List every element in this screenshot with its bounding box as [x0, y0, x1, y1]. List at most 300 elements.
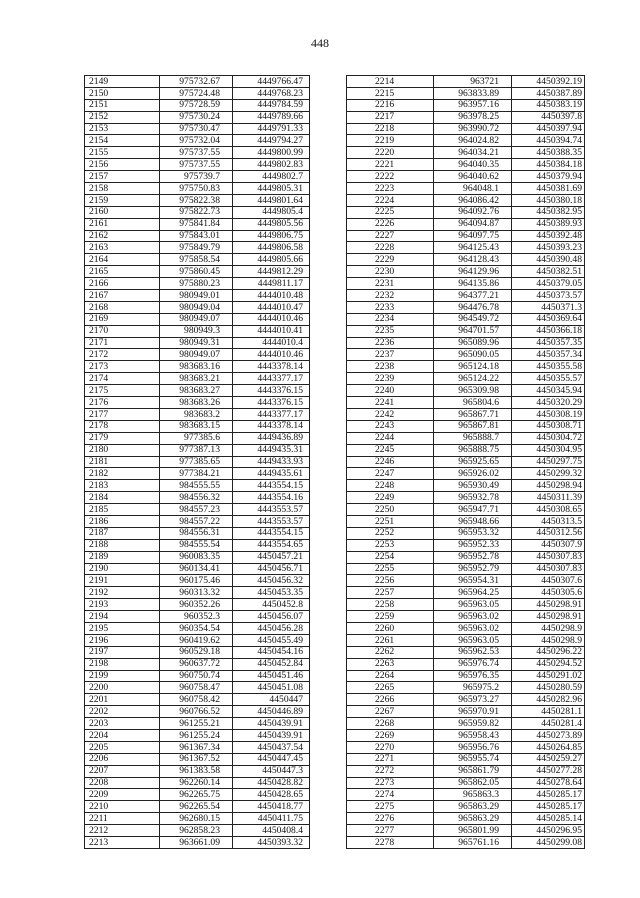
y-coordinate-cell: 4450456.71 — [233, 563, 310, 575]
table-row — [347, 230, 585, 242]
table-row — [85, 301, 310, 313]
point-number-cell: 2194 — [85, 611, 160, 623]
x-coordinate-cell: 965930.49 — [434, 480, 512, 492]
y-coordinate-cell: 4450451.08 — [233, 682, 310, 694]
x-coordinate-cell: 965090.05 — [434, 349, 512, 361]
point-number-cell: 2272 — [347, 765, 434, 777]
point-number-cell: 2215 — [347, 87, 434, 99]
y-coordinate-cell: 4450298.91 — [512, 611, 585, 623]
table-row — [347, 266, 585, 278]
y-coordinate-cell: 4450418.77 — [233, 801, 310, 813]
table-row — [347, 563, 585, 575]
table-row — [85, 159, 310, 171]
x-coordinate-cell: 960758.47 — [160, 682, 233, 694]
y-coordinate-cell: 4443378.14 — [233, 420, 310, 432]
x-coordinate-cell: 960354.54 — [160, 622, 233, 634]
y-coordinate-cell: 4449805.4 — [233, 206, 310, 218]
y-coordinate-cell: 4449435.31 — [233, 444, 310, 456]
y-coordinate-cell: 4450366.18 — [512, 325, 585, 337]
table-row — [85, 492, 310, 504]
y-coordinate-cell: 4450397.94 — [512, 123, 585, 135]
y-coordinate-cell: 4450380.18 — [512, 194, 585, 206]
table-row — [85, 123, 310, 135]
x-coordinate-cell: 983683.26 — [160, 397, 233, 409]
point-number-cell: 2254 — [347, 551, 434, 563]
x-coordinate-cell: 980949.04 — [160, 301, 233, 313]
table-row — [85, 706, 310, 718]
table-row — [347, 801, 585, 813]
x-coordinate-cell: 965963.05 — [434, 634, 512, 646]
x-coordinate-cell: 983683.15 — [160, 420, 233, 432]
y-coordinate-cell: 4450447.45 — [233, 753, 310, 765]
y-coordinate-cell: 4450439.91 — [233, 729, 310, 741]
x-coordinate-cell: 983683.2 — [160, 408, 233, 420]
y-coordinate-cell: 4449800.99 — [233, 147, 310, 159]
x-coordinate-cell: 980949.3 — [160, 325, 233, 337]
point-number-cell: 2150 — [85, 87, 160, 99]
x-coordinate-cell: 964701.57 — [434, 325, 512, 337]
point-number-cell: 2256 — [347, 575, 434, 587]
x-coordinate-cell: 965952.79 — [434, 563, 512, 575]
y-coordinate-cell: 4449812.29 — [233, 266, 310, 278]
y-coordinate-cell: 4449802.7 — [233, 171, 310, 183]
table-row — [85, 206, 310, 218]
point-number-cell: 2269 — [347, 729, 434, 741]
table-row — [85, 313, 310, 325]
x-coordinate-cell: 961255.21 — [160, 718, 233, 730]
point-number-cell: 2201 — [85, 694, 160, 706]
point-number-cell: 2209 — [85, 789, 160, 801]
y-coordinate-cell: 4449789.66 — [233, 111, 310, 123]
point-number-cell: 2258 — [347, 599, 434, 611]
table-row — [85, 515, 310, 527]
x-coordinate-cell: 962265.54 — [160, 801, 233, 813]
table-row — [347, 159, 585, 171]
y-coordinate-cell: 4449801.64 — [233, 194, 310, 206]
table-row — [347, 492, 585, 504]
y-coordinate-cell: 4450298.9 — [512, 622, 585, 634]
y-coordinate-cell: 4450308.71 — [512, 420, 585, 432]
y-coordinate-cell: 4449784.59 — [233, 99, 310, 111]
x-coordinate-cell: 964024.82 — [434, 135, 512, 147]
x-coordinate-cell: 980949.01 — [160, 290, 233, 302]
x-coordinate-cell: 965932.78 — [434, 492, 512, 504]
table-row — [85, 587, 310, 599]
point-number-cell: 2172 — [85, 349, 160, 361]
y-coordinate-cell: 4450446.89 — [233, 706, 310, 718]
table-row — [85, 242, 310, 254]
x-coordinate-cell: 964128.43 — [434, 254, 512, 266]
y-coordinate-cell: 4449805.31 — [233, 183, 310, 195]
point-number-cell: 2171 — [85, 337, 160, 349]
x-coordinate-cell: 962260.14 — [160, 777, 233, 789]
x-coordinate-cell: 964549.72 — [434, 313, 512, 325]
point-number-cell: 2222 — [347, 171, 434, 183]
x-coordinate-cell: 977385.6 — [160, 432, 233, 444]
table-row — [347, 385, 585, 397]
point-number-cell: 2195 — [85, 622, 160, 634]
point-number-cell: 2158 — [85, 183, 160, 195]
point-number-cell: 2234 — [347, 313, 434, 325]
table-row — [85, 658, 310, 670]
x-coordinate-cell: 965863.29 — [434, 813, 512, 825]
x-coordinate-cell: 964094.87 — [434, 218, 512, 230]
point-number-cell: 2220 — [347, 147, 434, 159]
y-coordinate-cell: 4450307.6 — [512, 575, 585, 587]
y-coordinate-cell: 4450298.9 — [512, 634, 585, 646]
x-coordinate-cell: 980949.31 — [160, 337, 233, 349]
x-coordinate-cell: 965761.16 — [434, 837, 512, 849]
point-number-cell: 2244 — [347, 432, 434, 444]
x-coordinate-cell: 984557.22 — [160, 515, 233, 527]
x-coordinate-cell: 963721 — [434, 76, 512, 88]
point-number-cell: 2264 — [347, 670, 434, 682]
y-coordinate-cell: 4444010.46 — [233, 349, 310, 361]
x-coordinate-cell: 965963.05 — [434, 599, 512, 611]
y-coordinate-cell: 4450371.3 — [512, 301, 585, 313]
x-coordinate-cell: 977384.21 — [160, 468, 233, 480]
table-row — [85, 194, 310, 206]
y-coordinate-cell: 4450355.58 — [512, 361, 585, 373]
point-number-cell: 2188 — [85, 539, 160, 551]
x-coordinate-cell: 965954.31 — [434, 575, 512, 587]
x-coordinate-cell: 965955.74 — [434, 753, 512, 765]
table-row — [85, 230, 310, 242]
y-coordinate-cell: 4450299.08 — [512, 837, 585, 849]
y-coordinate-cell: 4450408.4 — [233, 825, 310, 837]
table-row — [85, 480, 310, 492]
table-row — [85, 444, 310, 456]
x-coordinate-cell: 965089.96 — [434, 337, 512, 349]
table-row — [85, 694, 310, 706]
x-coordinate-cell: 984556.32 — [160, 492, 233, 504]
point-number-cell: 2169 — [85, 313, 160, 325]
table-row — [347, 658, 585, 670]
y-coordinate-cell: 4450281.4 — [512, 718, 585, 730]
table-row — [347, 373, 585, 385]
x-coordinate-cell: 960529.18 — [160, 646, 233, 658]
table-row — [347, 527, 585, 539]
y-coordinate-cell: 4450313.5 — [512, 515, 585, 527]
y-coordinate-cell: 4450392.19 — [512, 76, 585, 88]
y-coordinate-cell: 4450454.16 — [233, 646, 310, 658]
table-row — [347, 135, 585, 147]
table-row — [347, 706, 585, 718]
x-coordinate-cell: 975849.79 — [160, 242, 233, 254]
y-coordinate-cell: 4450298.91 — [512, 599, 585, 611]
x-coordinate-cell: 975737.55 — [160, 147, 233, 159]
y-coordinate-cell: 4450381.69 — [512, 183, 585, 195]
point-number-cell: 2198 — [85, 658, 160, 670]
table-row — [347, 813, 585, 825]
point-number-cell: 2225 — [347, 206, 434, 218]
point-number-cell: 2197 — [85, 646, 160, 658]
x-coordinate-cell: 962680.15 — [160, 813, 233, 825]
y-coordinate-cell: 4443554.16 — [233, 492, 310, 504]
point-number-cell: 2230 — [347, 266, 434, 278]
point-number-cell: 2196 — [85, 634, 160, 646]
y-coordinate-cell: 4450307.9 — [512, 539, 585, 551]
y-coordinate-cell: 4443378.14 — [233, 361, 310, 373]
table-row — [347, 718, 585, 730]
table-row — [85, 87, 310, 99]
y-coordinate-cell: 4450294.52 — [512, 658, 585, 670]
table-row — [85, 777, 310, 789]
table-row — [347, 123, 585, 135]
point-number-cell: 2221 — [347, 159, 434, 171]
y-coordinate-cell: 4450296.95 — [512, 825, 585, 837]
point-number-cell: 2200 — [85, 682, 160, 694]
x-coordinate-cell: 975822.73 — [160, 206, 233, 218]
point-number-cell: 2203 — [85, 718, 160, 730]
point-number-cell: 2275 — [347, 801, 434, 813]
table-row — [347, 765, 585, 777]
y-coordinate-cell: 4444010.41 — [233, 325, 310, 337]
y-coordinate-cell: 4450456.07 — [233, 611, 310, 623]
table-row — [347, 753, 585, 765]
y-coordinate-cell: 4450278.64 — [512, 777, 585, 789]
table-row — [347, 694, 585, 706]
x-coordinate-cell: 961383.58 — [160, 765, 233, 777]
table-row — [85, 135, 310, 147]
x-coordinate-cell: 965976.35 — [434, 670, 512, 682]
point-number-cell: 2273 — [347, 777, 434, 789]
table-row — [347, 515, 585, 527]
point-number-cell: 2183 — [85, 480, 160, 492]
point-number-cell: 2261 — [347, 634, 434, 646]
x-coordinate-cell: 984556.31 — [160, 527, 233, 539]
table-row — [85, 432, 310, 444]
point-number-cell: 2218 — [347, 123, 434, 135]
point-number-cell: 2168 — [85, 301, 160, 313]
x-coordinate-cell: 964034.21 — [434, 147, 512, 159]
y-coordinate-cell: 4450392.48 — [512, 230, 585, 242]
y-coordinate-cell: 4450308.65 — [512, 504, 585, 516]
y-coordinate-cell: 4450379.05 — [512, 278, 585, 290]
table-row — [347, 290, 585, 302]
x-coordinate-cell: 965953.32 — [434, 527, 512, 539]
point-number-cell: 2271 — [347, 753, 434, 765]
point-number-cell: 2266 — [347, 694, 434, 706]
table-row — [347, 147, 585, 159]
x-coordinate-cell: 960637.72 — [160, 658, 233, 670]
y-coordinate-cell: 4450390.48 — [512, 254, 585, 266]
point-number-cell: 2156 — [85, 159, 160, 171]
point-number-cell: 2276 — [347, 813, 434, 825]
x-coordinate-cell: 975841.84 — [160, 218, 233, 230]
table-row — [347, 729, 585, 741]
table-row — [347, 194, 585, 206]
x-coordinate-cell: 961367.34 — [160, 741, 233, 753]
y-coordinate-cell: 4450280.59 — [512, 682, 585, 694]
x-coordinate-cell: 984557.23 — [160, 504, 233, 516]
y-coordinate-cell: 4444010.4 — [233, 337, 310, 349]
point-number-cell: 2260 — [347, 622, 434, 634]
point-number-cell: 2157 — [85, 171, 160, 183]
y-coordinate-cell: 4449811.17 — [233, 278, 310, 290]
y-coordinate-cell: 4449435.61 — [233, 468, 310, 480]
x-coordinate-cell: 975843.01 — [160, 230, 233, 242]
point-number-cell: 2191 — [85, 575, 160, 587]
point-number-cell: 2216 — [347, 99, 434, 111]
y-coordinate-cell: 4443553.57 — [233, 515, 310, 527]
point-number-cell: 2179 — [85, 432, 160, 444]
y-coordinate-cell: 4450305.6 — [512, 587, 585, 599]
table-row — [347, 432, 585, 444]
x-coordinate-cell: 965801.99 — [434, 825, 512, 837]
table-row — [347, 599, 585, 611]
table-row — [347, 575, 585, 587]
table-row — [347, 171, 585, 183]
table-row — [85, 611, 310, 623]
y-coordinate-cell: 4449433.93 — [233, 456, 310, 468]
table-row — [347, 408, 585, 420]
table-row — [347, 539, 585, 551]
table-row — [347, 183, 585, 195]
point-number-cell: 2151 — [85, 99, 160, 111]
x-coordinate-cell: 980949.07 — [160, 349, 233, 361]
table-row — [347, 99, 585, 111]
table-row — [85, 218, 310, 230]
table-row — [85, 504, 310, 516]
table-row — [347, 480, 585, 492]
x-coordinate-cell: 960419.62 — [160, 634, 233, 646]
x-coordinate-cell: 964040.62 — [434, 171, 512, 183]
point-number-cell: 2189 — [85, 551, 160, 563]
y-coordinate-cell: 4450428.82 — [233, 777, 310, 789]
y-coordinate-cell: 4450455.49 — [233, 634, 310, 646]
point-number-cell: 2155 — [85, 147, 160, 159]
point-number-cell: 2153 — [85, 123, 160, 135]
table-row — [85, 456, 310, 468]
y-coordinate-cell: 4450259.27 — [512, 753, 585, 765]
point-number-cell: 2278 — [347, 837, 434, 849]
y-coordinate-cell: 4449805.66 — [233, 254, 310, 266]
x-coordinate-cell: 965804.6 — [434, 397, 512, 409]
y-coordinate-cell: 4450298.94 — [512, 480, 585, 492]
table-row — [85, 76, 310, 88]
y-coordinate-cell: 4443376.15 — [233, 397, 310, 409]
x-coordinate-cell: 975860.45 — [160, 266, 233, 278]
point-number-cell: 2268 — [347, 718, 434, 730]
table-row — [85, 99, 310, 111]
x-coordinate-cell: 965962.53 — [434, 646, 512, 658]
point-number-cell: 2241 — [347, 397, 434, 409]
table-row — [347, 444, 585, 456]
y-coordinate-cell: 4450387.89 — [512, 87, 585, 99]
coordinate-table-left — [84, 75, 310, 849]
x-coordinate-cell: 980949.07 — [160, 313, 233, 325]
x-coordinate-cell: 965867.81 — [434, 420, 512, 432]
point-number-cell: 2174 — [85, 373, 160, 385]
x-coordinate-cell: 960750.74 — [160, 670, 233, 682]
y-coordinate-cell: 4450345.94 — [512, 385, 585, 397]
x-coordinate-cell: 963957.16 — [434, 99, 512, 111]
x-coordinate-cell: 983683.21 — [160, 373, 233, 385]
x-coordinate-cell: 964377.21 — [434, 290, 512, 302]
table-row — [85, 349, 310, 361]
table-row — [85, 765, 310, 777]
table-row — [85, 527, 310, 539]
point-number-cell: 2245 — [347, 444, 434, 456]
table-row — [85, 266, 310, 278]
x-coordinate-cell: 965309.98 — [434, 385, 512, 397]
point-number-cell: 2248 — [347, 480, 434, 492]
x-coordinate-cell: 961367.52 — [160, 753, 233, 765]
x-coordinate-cell: 965970.91 — [434, 706, 512, 718]
point-number-cell: 2154 — [85, 135, 160, 147]
y-coordinate-cell: 4449806.75 — [233, 230, 310, 242]
table-row — [85, 741, 310, 753]
point-number-cell: 2270 — [347, 741, 434, 753]
table-row — [85, 420, 310, 432]
point-number-cell: 2190 — [85, 563, 160, 575]
x-coordinate-cell: 975728.59 — [160, 99, 233, 111]
table-row — [347, 777, 585, 789]
point-number-cell: 2229 — [347, 254, 434, 266]
table-row — [85, 718, 310, 730]
table-row — [85, 563, 310, 575]
y-coordinate-cell: 4450355.57 — [512, 373, 585, 385]
table-row — [347, 278, 585, 290]
point-number-cell: 2252 — [347, 527, 434, 539]
x-coordinate-cell: 965952.33 — [434, 539, 512, 551]
table-row — [85, 397, 310, 409]
point-number-cell: 2255 — [347, 563, 434, 575]
table-row — [347, 397, 585, 409]
x-coordinate-cell: 983683.16 — [160, 361, 233, 373]
x-coordinate-cell: 965963.02 — [434, 622, 512, 634]
point-number-cell: 2186 — [85, 515, 160, 527]
x-coordinate-cell: 960758.42 — [160, 694, 233, 706]
table-row — [85, 278, 310, 290]
table-row — [85, 682, 310, 694]
x-coordinate-cell: 965947.71 — [434, 504, 512, 516]
y-coordinate-cell: 4449766.47 — [233, 76, 310, 88]
y-coordinate-cell: 4449802.83 — [233, 159, 310, 171]
y-coordinate-cell: 4450452.84 — [233, 658, 310, 670]
y-coordinate-cell: 4449805.56 — [233, 218, 310, 230]
point-number-cell: 2253 — [347, 539, 434, 551]
x-coordinate-cell: 960175.46 — [160, 575, 233, 587]
x-coordinate-cell: 965948.66 — [434, 515, 512, 527]
table-row — [347, 301, 585, 313]
x-coordinate-cell: 975739.7 — [160, 171, 233, 183]
y-coordinate-cell: 4450320.29 — [512, 397, 585, 409]
x-coordinate-cell: 965959.82 — [434, 718, 512, 730]
point-number-cell: 2213 — [85, 837, 160, 849]
y-coordinate-cell: 4443554.15 — [233, 527, 310, 539]
x-coordinate-cell: 965964.25 — [434, 587, 512, 599]
point-number-cell: 2206 — [85, 753, 160, 765]
x-coordinate-cell: 975737.55 — [160, 159, 233, 171]
y-coordinate-cell: 4450273.89 — [512, 729, 585, 741]
x-coordinate-cell: 960766.52 — [160, 706, 233, 718]
point-number-cell: 2180 — [85, 444, 160, 456]
y-coordinate-cell: 4450394.74 — [512, 135, 585, 147]
point-number-cell: 2226 — [347, 218, 434, 230]
y-coordinate-cell: 4450389.93 — [512, 218, 585, 230]
table-row — [347, 837, 585, 849]
table-row — [85, 789, 310, 801]
y-coordinate-cell: 4450285.17 — [512, 789, 585, 801]
y-coordinate-cell: 4443377.17 — [233, 408, 310, 420]
y-coordinate-cell: 4450304.95 — [512, 444, 585, 456]
x-coordinate-cell: 964125.43 — [434, 242, 512, 254]
y-coordinate-cell: 4450285.17 — [512, 801, 585, 813]
table-row — [347, 218, 585, 230]
table-row — [85, 634, 310, 646]
